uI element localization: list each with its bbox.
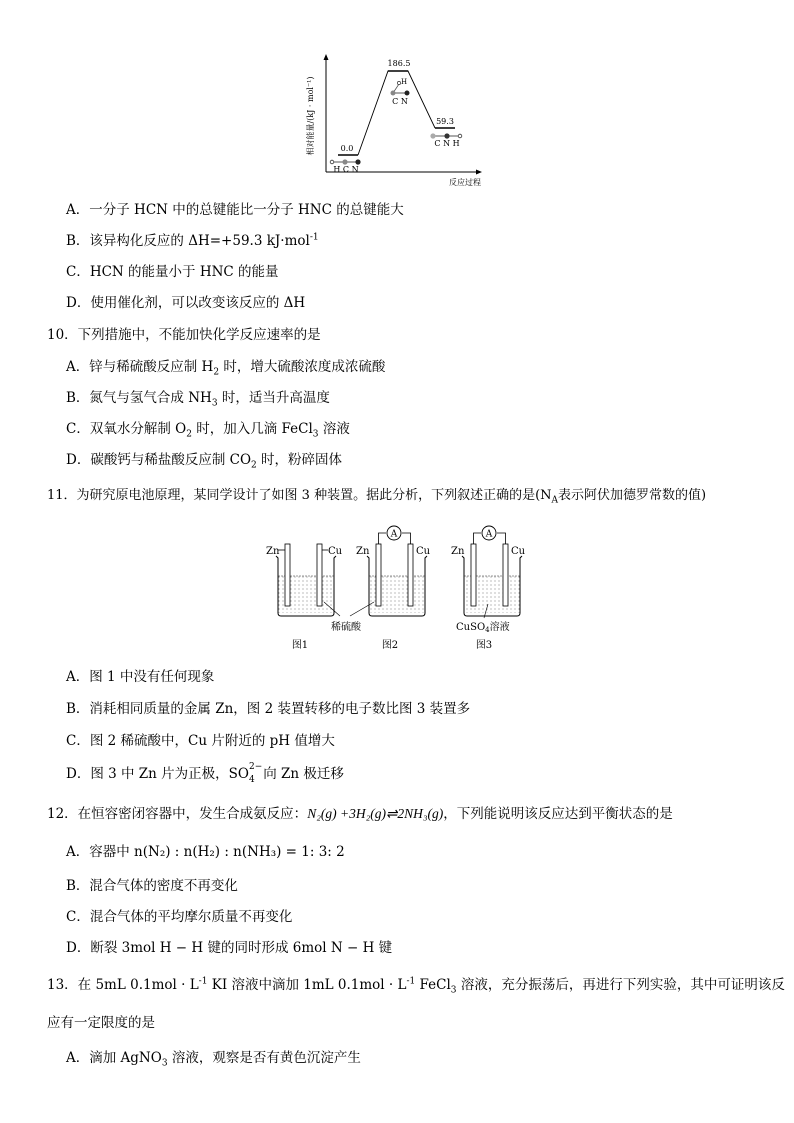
cell-1-cu-label: Cu [328,546,343,557]
q13-stem-line-1 [47,976,785,994]
q11-option-d-sub: 4 [248,775,255,785]
q13-option-a-text: A．滴加 AgNO [66,1050,162,1066]
q10-stem: 10．下列措施中，不能加快化学反应速率的是 [47,327,321,343]
q13-stem-text-d: 溶液，充分振荡后，再进行下列实验，其中可证明该反 [456,977,785,993]
q13-stem-text-c: FeCl [415,977,451,993]
q12-option-d: D．断裂 3mol H − H 键的同时形成 6mol N − H 键 [66,940,393,956]
q10-option-d [66,451,342,469]
q10-option-d-text: D．碳酸钙与稀盐酸反应制 CO [66,452,252,468]
y-axis-label: 相对能量/(kJ · mol⁻¹) [306,76,315,156]
q13-option-a-sub: 3 [161,1058,168,1069]
fig-1-caption: 图1 [291,640,309,651]
q13-stem-line-2: 应有一定限度的是 [47,1015,155,1031]
q13-option-a-text-post: 溶液，观察是否有黄色沉淀产生 [167,1050,361,1066]
cell-1-beaker [276,544,336,616]
q10-option-a-text-post: 时，增大硫酸浓度成浓硫酸 [219,359,386,375]
q10-option-c-sub2: 3 [312,429,319,440]
cell-1-zn-plate [285,544,290,606]
q11-option-d-text-post: 向 Zn 极迁移 [258,766,344,782]
cell-1-zn-label: Zn [266,546,280,557]
q12-option-a: A．容器中 n(N₂) : n(H₂) : n(NH₃) = 1: 3: 2 [66,844,345,860]
cell-3-ammeter-icon [482,526,496,540]
q9-option-a: A．一分子 HCN 中的总键能比一分子 HNC 的总键能大 [66,202,404,218]
q10-option-b-text: B．氮气与氢气合成 NH [66,390,212,406]
q12-option-c: C．混合气体的平均摩尔质量不再变化 [66,909,293,925]
q12-stem [47,805,673,823]
fig-3-caption: 图3 [475,640,493,651]
q10-option-c-text-post: 溶液 [318,421,350,437]
cell-3-cu-label: Cu [511,546,526,557]
q13-option-a [66,1049,361,1067]
cell-3-zn-plate [471,544,476,606]
q10-option-b [66,389,330,407]
cell-2-ammeter-icon [387,526,401,540]
q13-stem-sup-1: -1 [198,976,208,987]
q10-option-a-text: A．锌与稀硫酸反应制 H [66,359,214,375]
x-axis-arrow [476,170,482,175]
molecule-hcn-icon [330,159,360,164]
q12-equation: N₂(g) +3H₂(g)⇌2NH₃(g) [307,806,444,821]
energy-profile-figure [300,50,500,190]
cell-2-zn-plate [376,544,381,606]
fig-2-caption: 图2 [381,640,399,651]
galvanic-cells-figure [262,520,542,655]
reaction-path [358,71,435,155]
cell-2-ammeter-symbol: A [390,529,398,540]
q11-stem-text-post: 表示阿伏加德罗常数的值) [558,488,707,503]
acid-label: 稀硫酸 [331,622,361,633]
cell-1-cu-plate [317,544,322,606]
q9-option-b-text: B．该异构化反应的 ΔH=+59.3 kJ·mol [66,233,310,249]
cell-3-ammeter-symbol: A [485,529,493,540]
q9-option-d: D．使用催化剂，可以改变该反应的 ΔH [66,295,306,311]
q10-option-d-sub: 2 [251,460,257,471]
q11-stem [47,487,706,505]
q10-option-a-sub: 2 [213,367,220,378]
cell-2-cu-label: Cu [416,546,431,557]
q9-option-b-sup: -1 [309,232,319,243]
q10-option-c-text: C．双氧水分解制 O [66,421,187,437]
q10-option-c-sub: 2 [186,429,192,440]
q13-stem-text-b: KI 溶液中滴加 1mL 0.1mol · L [207,977,407,993]
level-hnc-value: 59.3 [436,117,454,126]
q10-option-b-sub: 3 [211,398,218,409]
q11-stem-sub: A [551,495,559,506]
q11-option-d-sup: 2− [248,762,263,772]
cell-2-zn-label: Zn [356,546,370,557]
q10-option-c-text-mid: 时，加入几滴 FeCl [191,421,313,437]
q11-option-a: A．图 1 中没有任何现象 [66,669,215,685]
q12-option-b: B．混合气体的密度不再变化 [66,878,238,894]
q10-option-c [66,420,350,438]
level-hnc-atoms: C N H [434,139,460,148]
cell-2-cu-plate [408,544,413,606]
molecule-hnc-icon [430,133,461,138]
q10-option-b-text-post: 时，适当升高温度 [217,390,330,406]
q9-option-b [66,232,319,250]
q11-option-d-text: D．图 3 中 Zn 片为正极，SO [66,766,249,782]
q11-stem-text: 11．为研究原电池原理，某同学设计了如图 3 种装置。据此分析，下列叙述正确的是(N [47,488,552,503]
x-axis-label: 反应过程 [449,178,481,187]
cuso4-label: CuSO$_4$溶液 [456,622,510,634]
q10-option-d-text-post: 时，粉碎固体 [256,452,343,468]
q13-stem-sub: 3 [450,985,457,996]
level-ts-atoms-bottom: C N [392,97,408,106]
q12-stem-text-post: ，下列能说明该反应达到平衡状态的是 [443,806,673,822]
level-hcn-value: 0.0 [340,144,354,153]
q13-stem-text-a: 13．在 5mL 0.1mol · L [47,977,199,993]
level-ts-atom-top: H [400,78,408,86]
y-axis-arrow [324,54,329,60]
q12-stem-text: 12．在恒容密闭容器中，发生合成氨反应： [47,806,308,822]
cell-3-cu-plate [503,544,508,606]
q11-option-d [66,762,344,785]
q9-option-c: C．HCN 的能量小于 HNC 的能量 [66,264,279,280]
q11-option-c: C．图 2 稀硫酸中，Cu 片附近的 pH 值增大 [66,733,335,749]
level-ts-value: 186.5 [387,59,411,68]
q11-option-b: B．消耗相同质量的金属 Zn，图 2 装置转移的电子数比图 3 装置多 [66,701,471,717]
q10-option-a [66,358,385,376]
cell-3-zn-label: Zn [451,546,465,557]
q13-stem-sup-2: -1 [406,976,416,987]
level-hcn-atoms: H C N [333,165,359,174]
